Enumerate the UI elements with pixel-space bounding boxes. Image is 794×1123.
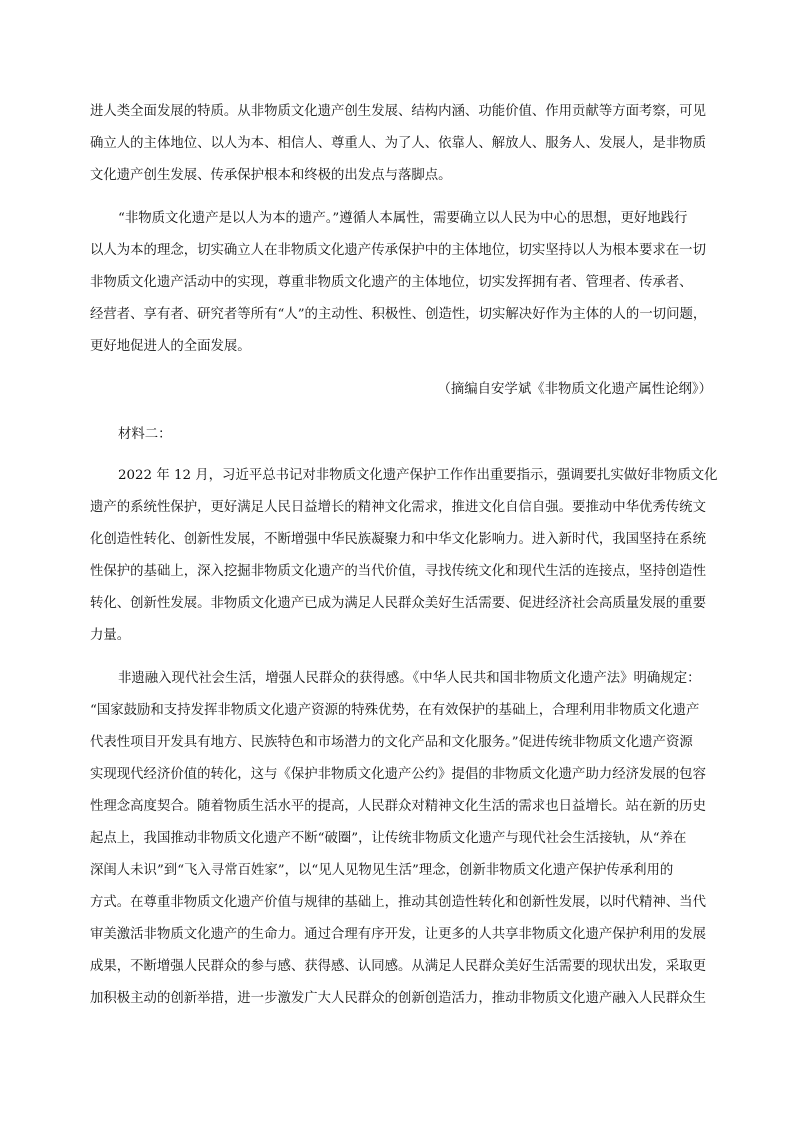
paragraph-line: 实现现代经济价值的转化，这与《保护非物质文化遗产公约》提倡的非物质文化遗产助力经济发展的包容 [90,767,706,782]
paragraph-line: 性保护的基础上，深入挖掘非物质文化遗产的当代价值，寻找传统文化和现代生活的连接点，坚持创造性 [90,564,706,579]
paragraph-line: 加积极主动的创新举措，进一步激发广大人民群众的创新创造活力，推动非物质文化遗产融入人民群众生 [90,991,706,1006]
paragraph-line: “非物质文化遗产是以人为本的遗产。”遵循人本属性，需要确立以人民为中心的思想，更好地践行 [118,211,688,226]
citation: （摘编自安学斌《非物质文化遗产属性论纲》） [437,382,712,397]
paragraph-line: “国家鼓励和支持发挥非物质文化遗产资源的特殊优势，在有效保护的基础上，合理利用非物质文化遗产 [90,703,700,718]
paragraph-line: 进人类全面发展的特质。从非物质文化遗产创生发展、结构内涵、功能价值、作用贡献等方面考察，可见 [90,104,706,119]
paragraph-line: 审美激活非物质文化遗产的生命力。通过合理有序开发，让更多的人共享非物质文化遗产保护利用的发展 [90,927,706,942]
paragraph-line: 以人为本的理念，切实确立人在非物质文化遗产传承保护中的主体地位，切实坚持以人为根本要求在一切 [90,243,706,258]
paragraph-line: 经营者、享有者、研究者等所有“人”的主动性、积极性、创造性，切实解决好作为主体的人的一切问题， [90,307,707,322]
paragraph-line: 转化、创新性发展。非物质文化遗产已成为满足人民群众美好生活需要、促进经济社会高质量发展的重要 [90,596,706,611]
paragraph-line: 代表性项目开发具有地方、民族特色和市场潜力的文化产品和文化服务。”促进传统非物质文化遗产资源 [90,735,693,750]
paragraph-line: 更好地促进人的全面发展。 [90,339,251,354]
paragraph-line: 方式。在尊重非物质文化遗产价值与规律的基础上，推动其创造性转化和创新性发展，以时代精神、当代 [90,895,706,910]
paragraph-line: 成果，不断增强人民群众的参与感、获得感、认同感。从满足人民群众美好生活需要的现状出发，采取更 [90,959,706,974]
paragraph-line: 非遗融入现代社会生活，增强人民群众的获得感。《中华人民共和国非物质文化遗产法》明确规定： [118,671,701,686]
paragraph-line: 非物质文化遗产活动中的实现，尊重非物质文化遗产的主体地位，切实发挥拥有者、管理者、传承者、 [90,275,693,290]
paragraph-line: 遗产的系统性保护，更好满足人民日益增长的精神文化需求，推进文化自信自强。要推动中华优秀传统文 [90,500,706,515]
paragraph-line: 文化遗产创生发展、传承保护根本和终极的出发点与落脚点。 [90,168,452,183]
paragraph-line: 2022 年 12 月，习近平总书记对非物质文化遗产保护工作作出重要指示，强调要扎实做好非物质文化 [118,468,718,483]
paragraph-line: 深闺人未识”到“飞入寻常百姓家”，以“见人见物见生活”理念，创新非物质文化遗产保护传承利用的 [90,863,674,878]
paragraph-line: 确立人的主体地位、以人为本、相信人、尊重人、为了人、依靠人、解放人、服务人、发展人，是非物质 [90,136,706,151]
paragraph-line: 性理念高度契合。随着物质生活水平的提高，人民群众对精神文化生活的需求也日益增长。站在新的历史 [90,799,706,814]
paragraph-line: 起点上，我国推动非物质文化遗产不断“破圈”，让传统非物质文化遗产与现代社会生活接轨，从“养在 [90,831,687,846]
paragraph-line: 化创造性转化、创新性发展，不断增强中华民族凝聚力和中华文化影响力。进入新时代，我国坚持在系统 [90,532,706,547]
paragraph-line: 力量。 [90,628,131,643]
section-heading: 材料二： [118,427,172,442]
